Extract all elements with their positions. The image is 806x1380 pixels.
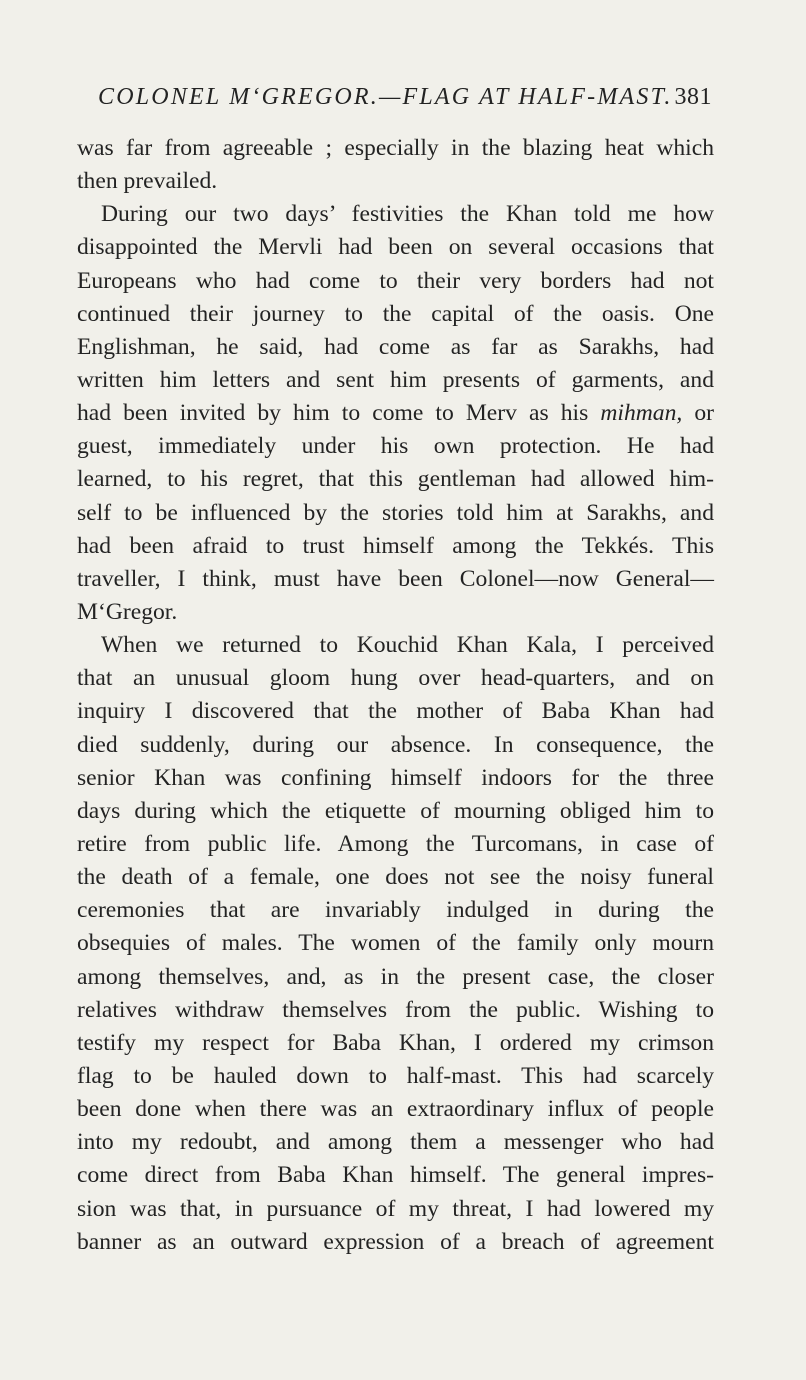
text-line: sion was that, in pursuance of my threat, I had lowered my bbox=[77, 1195, 714, 1222]
text-line: When we returned to Kouchid Khan Kala, I perceived bbox=[101, 632, 714, 659]
text-line: then prevailed. bbox=[77, 168, 218, 195]
text-line: Europeans who had come to their very borders had not bbox=[77, 267, 714, 294]
running-head bbox=[98, 80, 712, 114]
text-line: M‘Gregor. bbox=[77, 598, 178, 625]
page-number: 381 bbox=[674, 84, 712, 110]
text-segment: or bbox=[682, 400, 714, 427]
text-line: relatives withdraw themselves from the public. Wishing to bbox=[77, 996, 714, 1023]
text-line: retire from public life. Among the Turcomans, in case of bbox=[77, 830, 714, 857]
text-line: died suddenly, during our absence. In consequence, the bbox=[77, 731, 714, 758]
text-line: was far from agreeable ; especially in the blazing heat which bbox=[77, 135, 714, 161]
text-line: During our two days’ festivities the Khan told me how bbox=[101, 201, 714, 228]
text-line: continued their journey to the capital of the oasis. One bbox=[77, 300, 714, 327]
text-line: ceremonies that are invariably indulged in during the bbox=[77, 897, 714, 924]
text-line: banner as an outward expression of a breach of agreement bbox=[77, 1228, 714, 1255]
text-line: among themselves, and, as in the present case, the closer bbox=[77, 963, 714, 990]
text-line: self to be influenced by the stories told him at Sarakhs, and bbox=[77, 499, 714, 526]
text-line: written him letters and sent him presents of garments, and bbox=[77, 366, 714, 393]
text-line: come direct from Baba Khan himself. The general impres- bbox=[77, 1162, 714, 1189]
text-line: traveller, I think, must have been Colonel—now General— bbox=[77, 565, 714, 592]
text-line: disappointed the Mervli had been on several occasions that bbox=[77, 234, 714, 261]
text-line: testify my respect for Baba Khan, I ordered my crimson bbox=[77, 1029, 714, 1056]
text-line: flag to be hauled down to half-mast. This had scarcely bbox=[77, 1062, 714, 1089]
text-line bbox=[77, 397, 714, 430]
text-line: obsequies of males. The women of the family only mourn bbox=[77, 930, 714, 957]
body-text bbox=[77, 132, 714, 1259]
text-line: inquiry I discovered that the mother of Baba Khan had bbox=[77, 698, 714, 725]
text-line: been done when there was an extraordinary influx of people bbox=[77, 1096, 714, 1123]
text-segment: had been invited by him to come to Merv as his bbox=[77, 400, 601, 427]
text-line: the death of a female, one does not see the noisy funeral bbox=[77, 864, 714, 891]
text-line: learned, to his regret, that this gentleman had allowed him- bbox=[77, 466, 714, 493]
text-line: that an unusual gloom hung over head-quarters, and on bbox=[77, 665, 714, 692]
text-line: days during which the etiquette of mourning obliged him to bbox=[77, 797, 714, 824]
italic-word: mihman, bbox=[600, 400, 683, 427]
text-line: into my redoubt, and among them a messenger who had bbox=[77, 1129, 714, 1156]
running-title: COLONEL M‘GREGOR.—FLAG AT HALF-MAST. bbox=[98, 84, 673, 110]
text-line: guest, immediately under his own protection. He had bbox=[77, 433, 714, 460]
text-line: senior Khan was confining himself indoors for the three bbox=[77, 764, 714, 791]
text-line: Englishman, he said, had come as far as Sarakhs, had bbox=[77, 333, 714, 360]
text-line: had been afraid to trust himself among the Tekkés. This bbox=[77, 532, 714, 559]
